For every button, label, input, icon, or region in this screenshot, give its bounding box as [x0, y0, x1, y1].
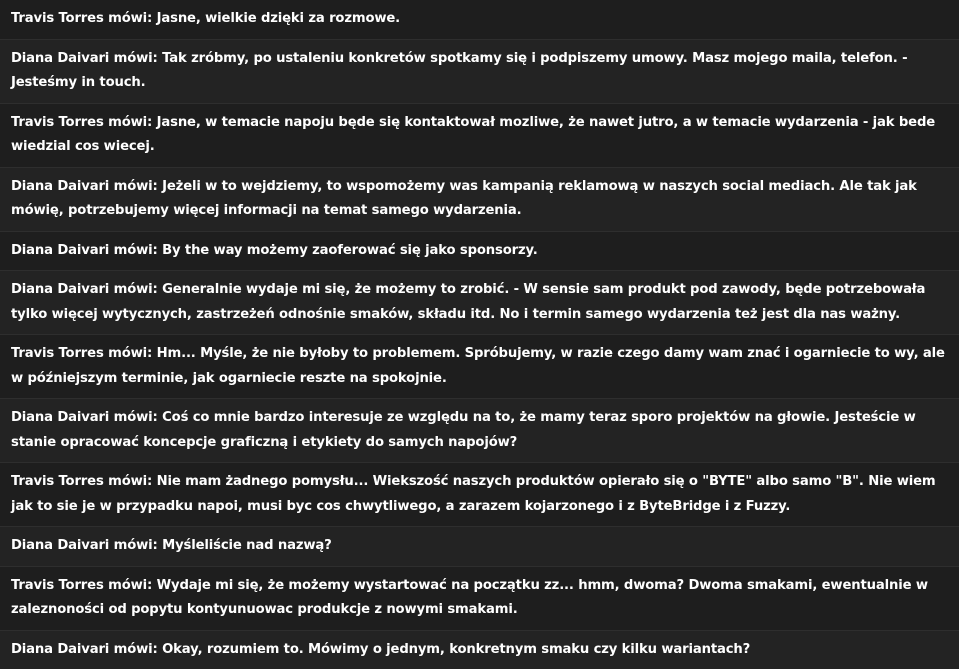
- chat-message: [0, 567, 959, 631]
- speaker-verb: mówi:: [108, 115, 152, 130]
- speaker-verb: mówi:: [108, 11, 152, 26]
- speaker-name: Diana Daivari: [11, 51, 109, 66]
- message-text: Hm... Myśle, że nie byłoby to problemem. Spróbujemy, w razie czego damy wam znać i ogarniecie to wy, ale w późniejszym terminie, jak ogarniecie reszte na spokojnie.: [11, 346, 945, 386]
- speaker-verb: mówi:: [114, 642, 158, 657]
- message-text: Nie mam żadnego pomysłu... Wiekszość naszych produktów opierało się o "BYTE" albo samo "B". Nie wiem jak to sie je w przypadku napoi, musi byc cos chwytliwego, a zarazem kojarzonego i z ByteBridge i z Fuzzy.: [11, 474, 935, 514]
- speaker-verb: mówi:: [108, 474, 152, 489]
- speaker-name: Diana Daivari: [11, 179, 109, 194]
- message-text: Jasne, wielkie dzięki za rozmowe.: [157, 11, 400, 26]
- chat-message: [0, 40, 959, 104]
- speaker-verb: mówi:: [108, 578, 152, 593]
- message-text: Wydaje mi się, że możemy wystartować na początku zz... hmm, dwoma? Dwoma smakami, ewentualnie w zaleznoności od popytu kontyunuowac produkcje z nowymi smakami.: [11, 578, 928, 618]
- speaker-name: Travis Torres: [11, 346, 104, 361]
- speaker-name: Diana Daivari: [11, 282, 109, 297]
- speaker-name: Diana Daivari: [11, 538, 109, 553]
- speaker-verb: mówi:: [114, 282, 158, 297]
- message-text: Tak zróbmy, po ustaleniu konkretów spotkamy się i podpiszemy umowy. Masz mojego maila, telefon. - Jesteśmy in touch.: [11, 51, 907, 91]
- speaker-name: Diana Daivari: [11, 410, 109, 425]
- message-text: Generalnie wydaje mi się, że możemy to zrobić. - W sensie sam produkt pod zawody, będe potrzebowała tylko więcej wytycznych, zastrzeżeń odnośnie smaków, składu itd. No i termin samego wydarzenia też jest dla nas ważny.: [11, 282, 925, 322]
- chat-message: [0, 527, 959, 567]
- speaker-verb: mówi:: [114, 179, 158, 194]
- speaker-verb: mówi:: [114, 538, 158, 553]
- speaker-name: Diana Daivari: [11, 243, 109, 258]
- message-text: Okay, rozumiem to. Mówimy o jednym, konkretnym smaku czy kilku wariantach?: [162, 642, 750, 657]
- chat-message: [0, 168, 959, 232]
- speaker-verb: mówi:: [108, 346, 152, 361]
- chat-message: [0, 232, 959, 272]
- message-text: Myśleliście nad nazwą?: [162, 538, 332, 553]
- chat-message: [0, 335, 959, 399]
- speaker-name: Travis Torres: [11, 578, 104, 593]
- chat-message: [0, 0, 959, 40]
- speaker-name: Travis Torres: [11, 11, 104, 26]
- speaker-verb: mówi:: [114, 51, 158, 66]
- chat-message: [0, 271, 959, 335]
- message-text: Jeżeli w to wejdziemy, to wspomożemy was kampanią reklamową w naszych social mediach. Ale tak jak mówię, potrzebujemy więcej informacji na temat samego wydarzenia.: [11, 179, 917, 219]
- chat-message: [0, 463, 959, 527]
- message-text: By the way możemy zaoferować się jako sponsorzy.: [162, 243, 537, 258]
- speaker-name: Travis Torres: [11, 115, 104, 130]
- message-text: Coś co mnie bardzo interesuje ze względu na to, że mamy teraz sporo projektów na głowie. Jesteście w stanie opracować koncepcje graficzną i etykiety do samych napojów?: [11, 410, 916, 450]
- speaker-verb: mówi:: [114, 410, 158, 425]
- chat-message: [0, 399, 959, 463]
- speaker-name: Diana Daivari: [11, 642, 109, 657]
- speaker-verb: mówi:: [114, 243, 158, 258]
- message-text: Jasne, w temacie napoju będe się kontaktował mozliwe, że nawet jutro, a w temacie wydarzenia - jak bede wiedzial cos wiecej.: [11, 115, 935, 155]
- chat-message: [0, 631, 959, 669]
- chat-message: [0, 104, 959, 168]
- speaker-name: Travis Torres: [11, 474, 104, 489]
